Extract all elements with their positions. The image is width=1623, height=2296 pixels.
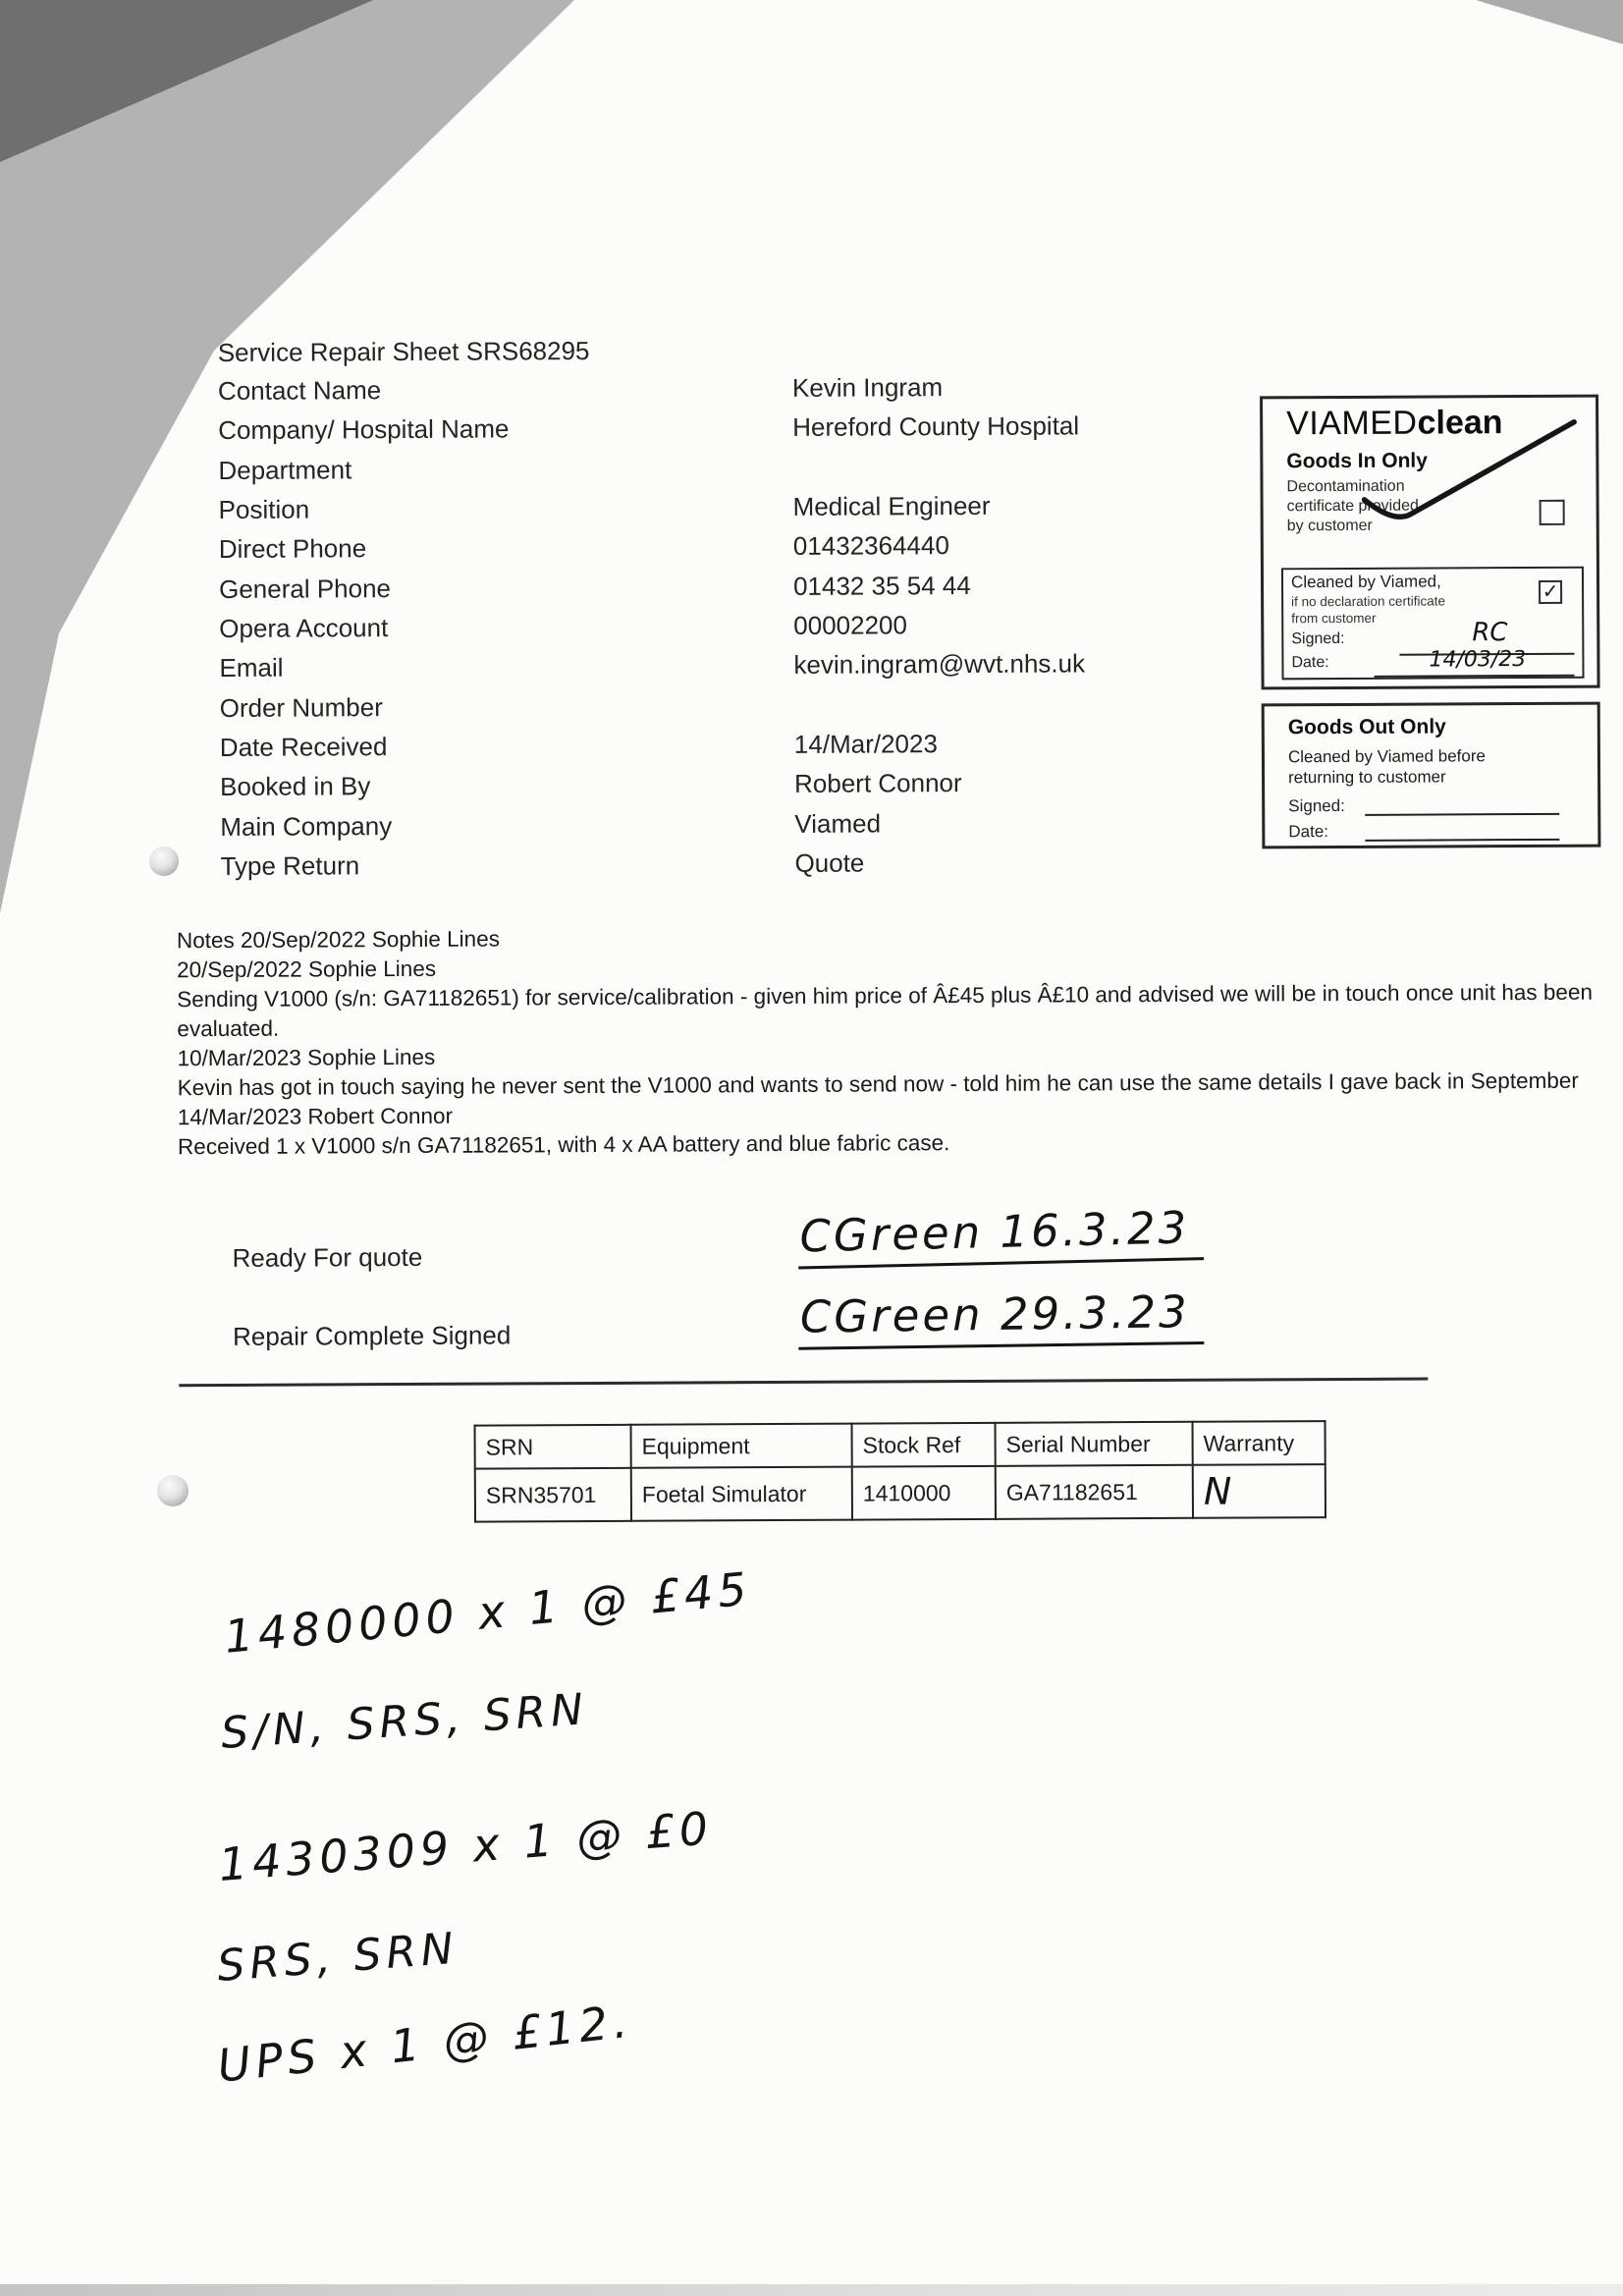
note-line: 14/Mar/2023 Robert Connor bbox=[177, 1103, 454, 1130]
field-label: General Phone bbox=[218, 573, 392, 604]
repair-complete-label: Repair Complete Signed bbox=[232, 1320, 512, 1351]
field-label: Date Received bbox=[219, 732, 388, 762]
field-value: Quote bbox=[794, 847, 865, 878]
notes-section bbox=[177, 918, 1623, 1162]
document-title: Service Repair Sheet SRS68295 bbox=[217, 336, 590, 367]
header-serial-number: Serial Number bbox=[996, 1422, 1193, 1466]
field-label: Order Number bbox=[219, 691, 383, 723]
form-row bbox=[218, 451, 1084, 495]
form-row bbox=[218, 371, 1084, 415]
field-value: 01432 35 54 44 bbox=[792, 570, 971, 601]
handwritten-note-refs-2: SRS, SRN bbox=[215, 1923, 460, 1992]
field-value: 14/Mar/2023 bbox=[793, 729, 938, 759]
field-value: Viamed bbox=[794, 808, 882, 839]
cleaned-by-viamed-box: Cleaned by Viamed, if no declaration certificate from customer ✓ Signed: RC Date: 14/03/23 bbox=[1281, 567, 1585, 681]
table-row bbox=[475, 1464, 1325, 1522]
signed-label: Signed: bbox=[1288, 795, 1345, 816]
cell-equipment: Foetal Simulator bbox=[631, 1467, 852, 1521]
form-row bbox=[219, 570, 1085, 614]
header-equipment: Equipment bbox=[631, 1424, 852, 1468]
field-label: Department bbox=[218, 454, 352, 485]
form-row bbox=[219, 649, 1085, 693]
field-value: Robert Connor bbox=[794, 768, 962, 799]
cell-stock-ref: 1410000 bbox=[852, 1466, 996, 1520]
date-line bbox=[1375, 675, 1575, 678]
handwritten-note-price-1: 1480000 x 1 @ £45 bbox=[222, 1561, 754, 1664]
note-line: Kevin has got in touch saying he never sent the V1000 and wants to send now - told him he can use the same details I gave back in September bbox=[177, 1067, 1579, 1101]
viamedclean-logo: VIAMEDclean bbox=[1286, 404, 1503, 443]
field-label: Booked in By bbox=[220, 771, 371, 802]
header-stock-ref: Stock Ref bbox=[852, 1423, 996, 1467]
form-row bbox=[219, 530, 1085, 574]
field-label: Opera Account bbox=[219, 613, 389, 643]
handwritten-note-refs-1: S/N, SRS, SRN bbox=[219, 1684, 590, 1759]
note-line: Sending V1000 (s/n: GA71182651) for service/calibration - given him price of Â£45 plus Â£10 and advised we will be in touch once unit has been evaluated. bbox=[177, 979, 1593, 1042]
field-label: Contact Name bbox=[217, 375, 382, 406]
decontamination-checkbox bbox=[1540, 500, 1565, 525]
form-row bbox=[220, 847, 1086, 891]
signed-label: Signed: bbox=[1291, 629, 1345, 648]
cleaned-by-viamed-checkbox: ✓ bbox=[1539, 580, 1562, 604]
form-row bbox=[220, 768, 1086, 812]
field-label: Position bbox=[218, 494, 310, 524]
form-row bbox=[218, 411, 1084, 456]
field-label: Type Return bbox=[220, 850, 360, 881]
field-label: Direct Phone bbox=[218, 533, 367, 565]
date-value: 14/03/23 bbox=[1429, 647, 1527, 673]
goods-in-title: Goods In Only bbox=[1286, 449, 1428, 473]
handwritten-note-price-2: 1430309 x 1 @ £0 bbox=[216, 1801, 715, 1891]
ready-for-quote-label: Ready For quote bbox=[232, 1241, 423, 1273]
note-line: Notes 20/Sep/2022 Sophie Lines bbox=[176, 926, 500, 954]
note-line: 10/Mar/2023 Sophie Lines bbox=[177, 1044, 436, 1071]
field-value: Kevin Ingram bbox=[791, 372, 944, 403]
equipment-table bbox=[474, 1420, 1327, 1523]
goods-out-title: Goods Out Only bbox=[1287, 715, 1446, 739]
decontamination-text: Decontamination certificate provided by customer bbox=[1286, 477, 1419, 535]
field-value: 00002200 bbox=[793, 610, 908, 640]
date-label: Date: bbox=[1288, 822, 1329, 842]
cell-serial-number: GA71182651 bbox=[996, 1465, 1193, 1519]
repair-complete-signature: CGreen 29.3.23 bbox=[798, 1285, 1205, 1350]
signed-initials: RC bbox=[1472, 618, 1508, 648]
field-value: Hereford County Hospital bbox=[792, 410, 1080, 443]
form-row bbox=[219, 609, 1085, 653]
handwritten-note-price-3: UPS x 1 @ £12. bbox=[214, 1994, 635, 2093]
note-line: Received 1 x V1000 s/n GA71182651, with 4 x AA battery and blue fabric case. bbox=[177, 1130, 950, 1160]
date-label: Date: bbox=[1291, 654, 1329, 672]
form-row bbox=[220, 728, 1086, 772]
signed-line bbox=[1365, 813, 1559, 816]
viamedclean-goods-out-box: Goods Out Only Cleaned by Viamed before returning to customer Signed: Date: bbox=[1262, 702, 1601, 849]
table-header-row bbox=[475, 1421, 1325, 1469]
ready-for-quote-signature: CGreen 16.3.23 bbox=[797, 1201, 1204, 1269]
form-row bbox=[219, 490, 1085, 534]
section-divider-line bbox=[179, 1378, 1428, 1388]
viamedclean-goods-in-box bbox=[1260, 395, 1600, 690]
field-value: Medical Engineer bbox=[792, 490, 991, 521]
form-row bbox=[220, 807, 1086, 851]
field-label: Company/ Hospital Name bbox=[218, 413, 510, 446]
header-warranty: Warranty bbox=[1192, 1421, 1325, 1465]
field-label: Main Company bbox=[220, 810, 393, 842]
contact-details-form bbox=[218, 371, 1086, 891]
field-value: 01432364440 bbox=[792, 530, 949, 562]
header-srn: SRN bbox=[475, 1425, 631, 1469]
cell-warranty-handwritten: N bbox=[1193, 1464, 1325, 1518]
cell-srn: SRN35701 bbox=[475, 1468, 631, 1522]
field-value: kevin.ingram@wvt.nhs.uk bbox=[793, 648, 1086, 681]
date-line bbox=[1365, 839, 1559, 842]
field-label: Email bbox=[219, 652, 284, 683]
note-line: 20/Sep/2022 Sophie Lines bbox=[177, 956, 437, 983]
form-row bbox=[220, 688, 1086, 733]
